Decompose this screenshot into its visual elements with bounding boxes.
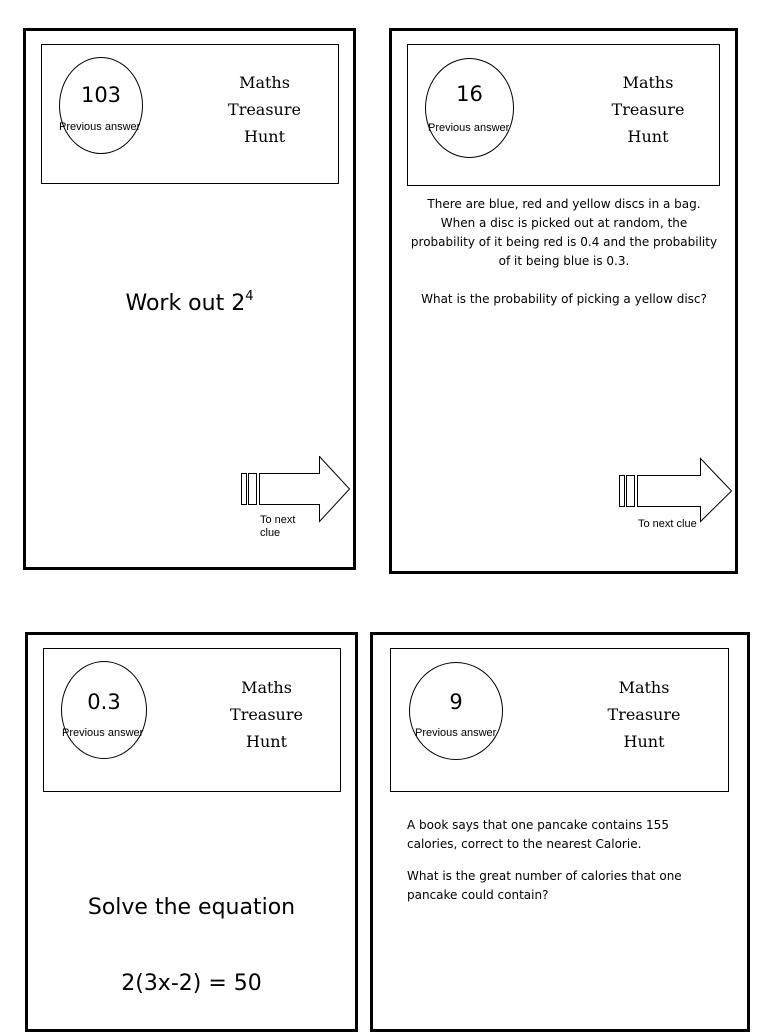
card-header: [41, 44, 339, 184]
arrow-right-icon: [618, 457, 734, 523]
previous-answer-label: Previous answer: [62, 727, 144, 739]
question-paragraph: What is the great number of calories that one pancake could contain?: [407, 869, 682, 902]
hunt-title: Maths Treasure Hunt: [607, 678, 681, 751]
question: [407, 816, 717, 905]
card-header: [43, 648, 341, 792]
card-header: [390, 648, 729, 792]
hunt-title: Maths Treasure Hunt: [230, 678, 303, 751]
card-header: [407, 44, 720, 186]
previous-answer-value: 0.3: [87, 690, 121, 714]
previous-answer-label: Previous answer: [59, 121, 141, 133]
question-heading: Solve the equation: [87, 895, 296, 920]
next-clue-label: To next clue: [260, 514, 296, 539]
previous-answer-value: 9: [449, 690, 463, 714]
question: [409, 195, 719, 309]
question: Work out $2^4$: [125, 289, 254, 316]
clue-card-4: [370, 632, 750, 1032]
exponent: 4: [245, 289, 254, 304]
clue-card-3: [25, 632, 358, 1032]
question-paragraph: There are blue, red and yellow discs in a bag. When a disc is picked out at random, the probability of it being red is 0.4 and the probability of it being blue is 0.3.: [410, 197, 718, 268]
previous-answer-label: Previous answer: [428, 122, 510, 134]
next-clue-label: To next clue: [638, 518, 697, 530]
question-paragraph: What is the probability of picking a yellow disc?: [421, 292, 707, 306]
previous-answer-value: 16: [456, 82, 483, 106]
hunt-title: Maths Treasure Hunt: [228, 73, 301, 146]
hunt-title: Maths Treasure Hunt: [611, 73, 685, 146]
equation: 2(3x-2) = 50: [121, 971, 262, 996]
clue-card-2: [389, 28, 738, 574]
previous-answer-value: 103: [80, 83, 122, 107]
question-paragraph: A book says that one pancake contains 155 calories, correct to the nearest Calorie.: [407, 818, 669, 851]
clue-card-1: [23, 28, 356, 570]
previous-answer-circle: [425, 58, 514, 158]
previous-answer-label: Previous answer: [415, 727, 497, 739]
